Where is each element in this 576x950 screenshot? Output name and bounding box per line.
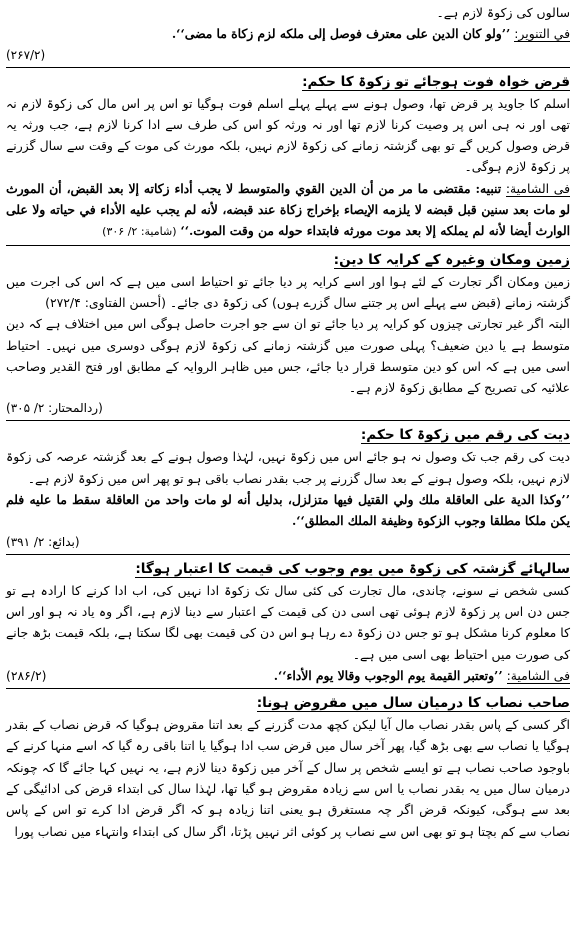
section-heading <box>6 424 570 446</box>
section-divider <box>6 67 570 68</box>
tanvir-quote-line <box>6 23 570 44</box>
heading-rent-debt: زمین ومکان وغیرہ کے کرایہ کا دین: <box>333 251 570 268</box>
section-divider <box>6 245 570 246</box>
section-heading <box>6 558 570 580</box>
shamiya-quote <box>6 178 570 243</box>
section-body-2: البتہ اگر غیر تجارتی چیزوں کو کرایہ پر دیا جائے تو ان سے جو اجرت حاصل ہوگی اس میں اختلاف ہے کہ دین متوسط ہے یا دین ضعیف؟ پہلی صورت میں گزشتہ زمانے کی زکوۃ لازم ہوگی دوسری میں نہیں۔ احتیاط اسی میں ہے کہ اس کو دین متوسط قرار دیا جائے، جس میں ظاہر الروایہ کے مطابق اور فتح القدیر وصاحب علائیہ کی تصریح کے مطابق زکوۃ لازم ہے۔ <box>6 316 570 396</box>
section-divider <box>6 688 570 689</box>
shamiya-label: فی الشامية: <box>506 667 570 683</box>
inline-reference: (أحسن الفتاوی: ۲۷۲/۴) <box>45 294 166 310</box>
section-heading <box>6 692 570 714</box>
section-body: اسلم کا جاوید پر قرض تھا، وصول ہونے سے پہلے پہلے اسلم فوت ہوگیا تو اس پر اس مال کی زکوۃ لازم نہ تھی اور نہ ہی اس پر وصیت کرنا لازم تھا اور نہ ورثہ کو اس کی طرف سے ادا کرنا لازم ہے، جب ورثہ یہ قرض وصول کریں گے تو بھی گزشتہ زمانے کی زکوۃ لازم نہیں، بلکہ مورث کی موت کے وقت سے سال گزرنے پر زکوۃ لازم ہوگی۔ <box>6 95 570 175</box>
section-mid-year-debt <box>6 692 570 842</box>
section-reference: (بدائع: ۲/ ۳۹۱) <box>6 534 80 549</box>
section-heading <box>6 71 570 93</box>
section-reference: (ردالمحتار: ۲/ ۳۰۵) <box>6 401 103 416</box>
heading-creditor-death: قرض خواہ فوت ہوجائے تو زکوۃ کا حکم: <box>302 73 570 90</box>
section-blood-money <box>6 424 570 551</box>
section-body <box>6 271 570 314</box>
section-past-years-value <box>6 558 570 686</box>
shamiya-quote-text: تنبیه: مقتضى ما مر من أن الدين القوي والمتوسط لا يجب أداء زكاته إلا بعد القبض، أن المورث لو مات بعد سنين قبل قبضه لا يلزمه الإيصاء بإخراج زكاة عند قبضه، لأنه لم يجب عليه الأداء في حياته ولا على الوارث أيضا لأنه لم يملكه إلا بعد موت مورثه فابتداء حوله من وقت الموت.‘‘ <box>6 180 570 239</box>
section-divider <box>6 554 570 555</box>
arabic-quote: ’’وكذا الدية على العاقلة ملك ولي القتيل فيها متزلزل، بدليل أنه لو مات واحد من العاقلة سقط ما عليه فلم يكن ملكا مطلقا وجوب الزكوة وظيفة الملك المطلق‘‘. <box>6 492 570 529</box>
section-divider <box>6 420 570 421</box>
tanvir-label: في التنویر: <box>514 26 570 42</box>
section-heading <box>6 249 570 271</box>
shamiya-quote <box>6 665 570 686</box>
shamiya-label: فی الشامية: <box>505 180 570 196</box>
heading-blood-money: دیت کی رقم میں زکوۃ کا حکم: <box>360 427 570 444</box>
heading-mid-year-debt: صاحب نصاب کا درمیان سال میں مقروض ہونا: <box>256 695 570 712</box>
heading-past-years-value: سالہائے گزشتہ کی زکوۃ میں یوم وجوب کی قیمت کا اعتبار ہوگا: <box>135 560 570 577</box>
intro-line: سالوں کی زکوۃ لازم ہے۔ <box>436 5 570 20</box>
intro-reference: (۲۶۷/۲) <box>6 47 46 62</box>
tanvir-quote: ’’ولو کان الدين على معترف فوصل إلى ملكه لزم زكاة ما مضى‘‘. <box>171 26 511 42</box>
section-body: اگر کسی کے پاس بقدر نصاب مال آیا لیکن کچھ مدت گزرنے کے بعد اتنا مقروض ہوگیا کہ قرض نصاب کے بقدر ہوگیا یا نصاب سے بھی بڑھ گیا، پھر آخر سال میں قرض سب ادا ہوگیا یا اتنا باقی رہ گیا کہ اسے منہا کرنے کے باوجود صاحب نصاب ہے تو ایسے شخص پر سال کے آخر میں زکوۃ دینا لازم ہے، یہ نہیں کہا جائے گا کہ چونکہ درمیان سال میں یہ بقدر نصاب یا اس سے زیادہ مقروض ہو گیا تھا، لہٰذا سال کی ابتداء قرض کی ادائیگی کے بعد سے ہوگی، کیونکہ قرض اگر چہ مستغرق ہو یعنی اتنا زیادہ ہو کہ اگر قرض ادا کرے تو اس کے پاس نصاب سے کم بچتا ہو تو بھی اس سے نصاب پر کوئی اثر نہیں پڑتا، اگر سال کی ابتداء وانتہاء میں نصاب پورا <box>6 717 570 839</box>
section-rent-debt <box>6 249 570 419</box>
shamiya-quote-text: ’’وتعتبر القيمة يوم الوجوب وقالا يوم الأداء‘‘. <box>273 667 503 683</box>
section-reference: (۲۸۶/۲) <box>6 667 47 683</box>
section-creditor-death <box>6 71 570 243</box>
section-body: کسی شخص نے سونے، چاندی، مال تجارت کی کئی سال تک زکوۃ ادا نہیں کی، اب ادا کرنے کا ارادہ ہے تو جس دن اس پر زکوۃ لازم ہوئی تھی اسی دن کی قیمت کے اعتبار سے دینا لازم ہے، اگر وہ یاد نہ ہو اور اس کا معلوم کرنا مشکل ہو تو جس دن زکوۃ دے رہا ہو اس دن کی قیمت بھی لگا سکتا ہے، بلکہ قیمت بڑھ جانے کی صورت میں احتیاط بھی اسی میں ہے۔ <box>6 582 570 662</box>
shamiya-reference: (شامیة: ۲/ ۳۰۶) <box>102 225 177 239</box>
section-body: دیت کی رقم جب تک وصول نہ ہو جائے اس میں زکوۃ نہیں، لہٰذا وصول ہونے کے بعد گزشتہ عرصہ کی زکوۃ لازم نہیں، بلکہ وصول ہونے کے بعد سال گزرنے پر جب بقدر نصاب باقی ہو تو پھر اس میں زکوۃ لازم ہے۔ <box>6 449 570 486</box>
rent-body-text: زمین ومکان اگر تجارت کے لئے ہوا اور اسے کرایہ پر دیا جائے تو احتیاط اسی میں ہے کہ اس کی اجرت میں گزشتہ زمانے (قبض سے پہلے اس پر جتنے سال گزرے ہوں) کی زکوۃ دی جائے۔ <box>6 273 570 310</box>
